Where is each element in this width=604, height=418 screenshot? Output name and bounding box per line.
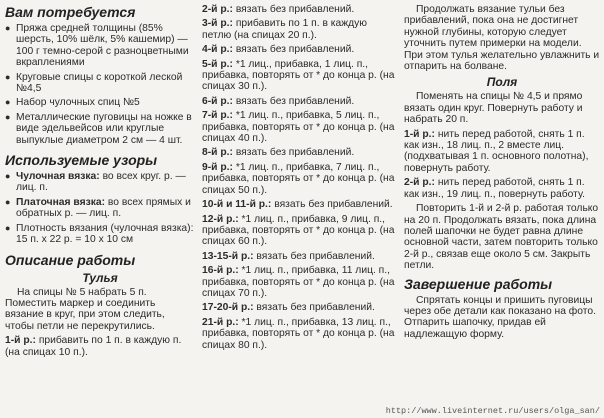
- row-label: 10-й и 11-й р.:: [202, 199, 272, 211]
- pattern-name: Чулочная вязка:: [16, 171, 100, 183]
- tulya-row: [202, 251, 398, 262]
- tulya-row: [202, 214, 398, 248]
- tulya-row: [202, 199, 398, 210]
- row-text: вязать без прибавлений.: [235, 4, 355, 15]
- pattern-item: [5, 171, 195, 194]
- row-label: 6-й р.:: [202, 95, 233, 107]
- row-text: нить перед работой, снять 1 п. как изн., 19 лиц. п., повернуть работу.: [404, 177, 585, 200]
- column-3: [404, 4, 600, 343]
- desc-title: Описание работы: [5, 251, 136, 268]
- row-text: вязать без прибавлений.: [235, 147, 355, 159]
- pattern-text: во всех прямых и обратных р. — лиц. п.: [16, 196, 191, 220]
- polya-text: Поменять на спицы № 4,5 и прямо вязать один круг. Повернуть работу и набрать 20 п.: [404, 91, 583, 126]
- pattern-text: Плотность вязания (чулочная вязка): 15 п. х 22 р. = 10 х 10 см: [16, 222, 194, 246]
- row-label: 7-й р.:: [202, 110, 233, 122]
- patterns-title: Используемые узоры: [5, 152, 158, 169]
- tulya-row: [202, 147, 398, 158]
- finish-text: Спрятать концы и пришить пуговицы через обе детали как показано на фото. Отпарить шапочку, придав ей надлежащую форму.: [404, 294, 596, 340]
- polya-title: Поля: [486, 75, 518, 90]
- polya-repeat-text: Повторить 1-й и 2-й р. работая только на 20 п. Продолжать вязать, пока длина полей шапочки не будет равна длине основной части, затем повторить только 2-й р., связав еще около 5 см. Закрыть петли.: [404, 203, 599, 272]
- tulya-row: [202, 110, 398, 144]
- tulya-continue-text: Продолжать вязание тульи без прибавлений, пока она не достигнет нужной глубины, которую следует уточнить путем примерки на модели. При этом тулья желательно увлажнить и отпарить на болване.: [404, 4, 600, 73]
- needs-item: ● Круговые спицы с короткой леской №4,5: [5, 72, 195, 95]
- tulya-row: [202, 4, 398, 15]
- polya-row-2: [404, 177, 600, 200]
- tulya-row: [202, 59, 398, 93]
- column-1: [5, 4, 195, 361]
- polya-row-1: [404, 129, 600, 175]
- row-text: вязать без прибавлений.: [235, 44, 355, 56]
- needs-item: ● Металлические пуговицы на ножке в виде эдельвейсов или круглые выпуклые диаметром 2 см — 4 шт.: [5, 112, 195, 146]
- row-label: 16-й р.:: [202, 265, 239, 277]
- row-label: 1-й р.:: [404, 128, 435, 140]
- row-label: 8-й р.:: [202, 147, 233, 159]
- pattern-name: Платочная вязка:: [16, 196, 106, 208]
- needs-item: ● Набор чулочных спиц №5: [5, 97, 195, 108]
- tulya-row: [202, 302, 398, 313]
- tulya-row-1: [5, 335, 195, 358]
- row-label: 3-й р.:: [202, 18, 233, 30]
- row-label: 1-й р.:: [5, 335, 36, 347]
- row-label: 13-15-й р.:: [202, 250, 254, 262]
- row-label: 4-й р.:: [202, 44, 233, 56]
- needs-item: ● Пряжа средней толщины (85% шерсть, 10% шёлк, 5% кашемир) — 100 г темно-серой с разноцветными вкраплениями: [5, 23, 195, 69]
- row-text: вязать без прибавлений.: [256, 302, 375, 314]
- row-text: *1 лиц. п., прибавка, 11 лиц. п., прибавка, повторять от * до конца р. (на спицах 70 п.).: [202, 265, 395, 299]
- row-label: 2-й р.:: [404, 177, 435, 189]
- column-2: [202, 4, 398, 354]
- row-label: 9-й р.:: [202, 161, 233, 173]
- row-text: прибавить по 1 п. в каждую петлю (на спицах 20 п.).: [202, 18, 368, 41]
- row-label: 17-20-й р.:: [202, 302, 254, 314]
- row-text: вязать без прибавлений.: [235, 95, 355, 107]
- tulya-title: Тулья: [82, 270, 118, 285]
- row-label: 5-й р.:: [202, 58, 233, 70]
- row-text: прибавить по 1 п. в каждую п. (на спицах 10 п.).: [5, 335, 182, 358]
- row-label: 2-й р.:: [202, 4, 233, 15]
- needs-title: Вам потребуется: [5, 4, 136, 20]
- pattern-text: во всех круг. р. — лиц. п.: [16, 171, 186, 194]
- tulya-row: [202, 265, 398, 299]
- row-text: нить перед работой, снять 1 п. как изн., 18 лиц. п., 2 вместе лиц. (подхватывая 1 п. основного полотна), повернуть работу.: [404, 128, 589, 174]
- tulya-row: [202, 18, 398, 41]
- tulya-text: На спицы № 5 набрать 5 п. Поместить маркер и соединить вязание в круг, при этом следить, чтобы петли не перекрутились.: [5, 286, 165, 332]
- row-text: вязать без прибавлений.: [256, 250, 375, 262]
- pattern-item: [5, 197, 195, 220]
- row-text: вязать без прибавлений.: [274, 199, 393, 211]
- row-text: *1 лиц. п., прибавка, 13 лиц. п., прибавка, повторять от * до конца р. (на спицах 80 п.).: [202, 316, 395, 351]
- tulya-row: [202, 317, 398, 351]
- row-label: 21-й р.:: [202, 316, 239, 328]
- tulya-row: [202, 96, 398, 107]
- row-text: *1 лиц., прибавка, 1 лиц. п., прибавка, повторять от * до конца р. (на спицах 30 п.).: [202, 58, 395, 93]
- row-text: *1 лиц. п., прибавка, 5 лиц. п., прибавка, повторять от * до конца р. (на спицах 40 п.).: [202, 110, 395, 145]
- row-text: *1 лиц. п., прибавка, 9 лиц. п., прибавка, повторять от * до конца р. (на спицах 60 п.).: [202, 213, 395, 248]
- pattern-item: [5, 223, 195, 246]
- tulya-row: [202, 162, 398, 196]
- tulya-row: [202, 44, 398, 55]
- row-text: *1 лиц. п., прибавка, 7 лиц. п., прибавка, повторять от * до конца р. (на спицах 50 п.).: [202, 161, 395, 196]
- row-label: 12-й р.:: [202, 213, 239, 225]
- finish-title: Завершение работы: [404, 275, 553, 292]
- source-url[interactable]: http://www.liveinternet.ru/users/olga_san/: [385, 406, 600, 416]
